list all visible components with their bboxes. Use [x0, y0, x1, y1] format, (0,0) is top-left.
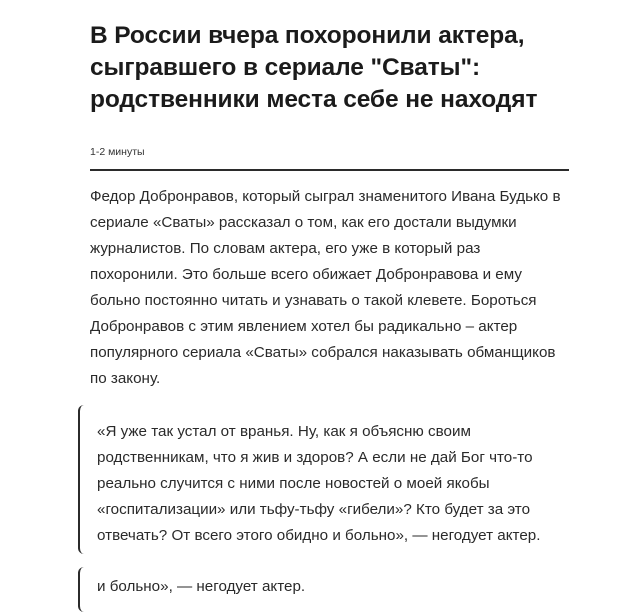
quote-tail-text: и больно», — негодует актер. [97, 578, 306, 595]
quote-text: «Я уже так устал от вранья. Ну, как я объясню своим родственникам, что я жив и здоров? А если не дай Бог что-то реально случится с ними после новостей о моей якобы «госпитализации» или тьфу-тьфу «гибели»? Кто будет за это отвечать? От всего этого обидно и больно», — негодует актер. [97, 423, 541, 544]
quote-block-continued [78, 567, 578, 612]
quote-block [78, 405, 578, 554]
read-time: 1-2 минуты [90, 146, 145, 158]
divider [90, 169, 569, 171]
article-title: В России вчера похоронили актера, сыгравшего в сериале "Сваты": родственники места себе не находят [90, 22, 538, 113]
article-lead-paragraph: Федор Добронравов, который сыграл знаменитого Ивана Будько в сериале «Сваты» рассказал о том, как его достали выдумки журналистов. По словам актера, его уже в который раз похоронили. Это больше всего обижает Добронравова и ему больно постоянно читать и узнавать о такой клевете. Бороться Добронравов с этим явлением хотел бы радикально – актер популярного сериала «Сваты» собрался наказывать обманщиков по закону. [90, 188, 561, 387]
